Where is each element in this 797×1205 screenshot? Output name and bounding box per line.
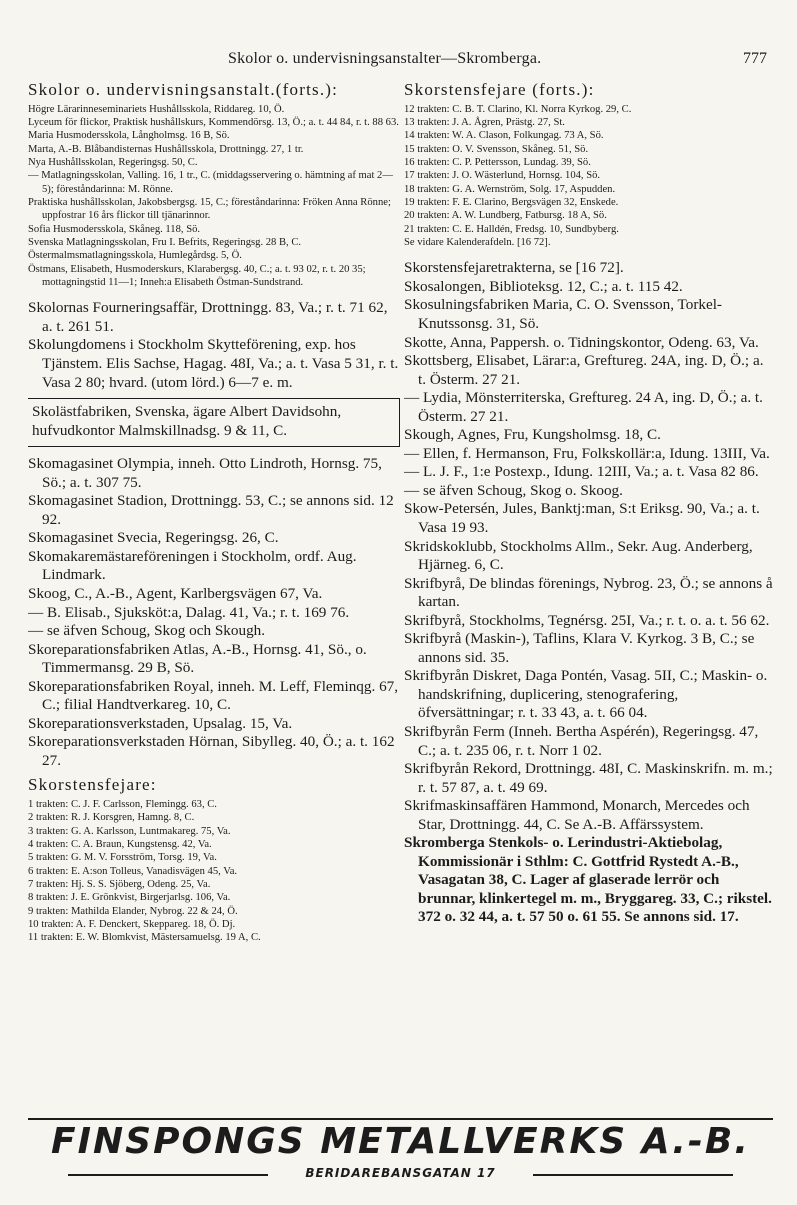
directory-entries-right [404, 259, 774, 927]
directory-entries-b [28, 455, 400, 770]
list-item: Skrifbyrå, Stockholms, Tegnérsg. 25I, Va.; r. t. o. a. t. 56 62. [404, 611, 770, 629]
list-item: — Matlagningsskolan, Valling. 16, 1 tr., C. (middagsservering o. hämtning af mat 2—5); föreståndarinna: M. Rönne. [28, 170, 393, 195]
list-item: 14 trakten: W. A. Clason, Folkungag. 73 A, Sö. [404, 130, 604, 142]
list-item: Maria Husmodersskola, Långholmsg. 16 B, Sö. [28, 130, 230, 142]
list-item: 9 trakten: Mathilda Elander, Nybrog. 22 & 24, Ö. [28, 905, 238, 917]
list-item: — Lydia, Mönsterriterska, Greftureg. 24 A, ing. D, Ö.; a. t. Österm. 27 21. [404, 389, 763, 425]
list-item: 3 trakten: G. A. Karlsson, Luntmakareg. 75, Va. [28, 825, 231, 837]
list-item: — se äfven Schoug, Skog o. Skoog. [404, 481, 623, 499]
list-item: Lyceum för flickor, Praktisk hushållskurs, Kommendörsg. 13, Ö.; a. t. 44 84, r. t. 88 63. [28, 116, 399, 128]
list-item: Skoreparationsverkstaden Hörnan, Sibylleg. 40, Ö.; a. t. 162 27. [28, 733, 395, 769]
list-item: Skotte, Anna, Pappersh. o. Tidningskontor, Odeng. 63, Va. [404, 333, 759, 351]
list-item: Marta, A.-B. Blåbandisternas Hushållsskola, Drottningg. 27, 1 tr. [28, 143, 304, 155]
list-item: 4 trakten: C. A. Braun, Kungstensg. 42, Va. [28, 839, 212, 851]
list-item: 1 trakten: C. J. F. Carlsson, Flemingg. 63, C. [28, 799, 217, 811]
list-item: Skolungdomens i Stockholm Skytteförening, exp. hos Tjänstem. Elis Sachse, Hagag. 48I, Va.; a. t. Vasa 5 31, r. t. Vasa 2 80; hvard. (utom lörd.) 6—7 e. m. [28, 336, 399, 391]
list-item: Högre Lärarinneseminariets Hushållsskola, Riddareg. 10, Ö. [28, 103, 285, 115]
advert-rule [28, 1118, 773, 1120]
list-item: Skrifbyrå (Maskin-), Taflins, Klara V. Kyrkog. 3 B, C.; se annons sid. 35. [404, 630, 755, 666]
list-item: 7 trakten: Hj. S. S. Sjöberg, Odeng. 25, Va. [28, 879, 211, 891]
company-advert-entry: Skromberga Stenkols- o. Lerindustri-Aktiebolag, Kommissionär i Sthlm: C. Gottfrid Rystedt A.-B., Vasagatan 38, C. Lager af glaserade lerrör och brunnar, klinkertegel m. m., Bryggareg. 33, C.; rikstel. 372 o. 32 44, a. t. 57 50 o. 61 55. Se annons sid. 17. [404, 834, 772, 926]
list-item: Skomagasinet Stadion, Drottningg. 53, C.; se annons sid. 12 92. [28, 492, 394, 528]
see-also-note: Se vidare Kalenderafdeln. [16 72]. [404, 236, 551, 248]
list-item: Skomagasinet Olympia, inneh. Otto Lindroth, Hornsg. 75, Sö.; a. t. 307 75. [28, 455, 382, 491]
advert-address [28, 1166, 773, 1180]
list-item: 5 trakten: G. M. V. Forsström, Torsg. 19, Va. [28, 852, 217, 864]
list-item: Skoog, C., A.-B., Agent, Karlbergsvägen 67, Va. [28, 585, 323, 603]
list-item: Skorstensfejaretrakterna, se [16 72]. [404, 259, 624, 277]
list-item: Skrifbyrån Diskret, Daga Pontén, Vasag. 5II, C.; Maskin- o. handskrifning, duplicering, stenografering, öfversättningar; r. t. 33 43, a. t. 66 04. [404, 667, 768, 722]
list-item: Östmans, Elisabeth, Husmoderskurs, Klarabergsg. 40, C.; a. t. 93 02, r. t. 20 35; mottagningstid 11—1; Inneh:a Elisabeth Östman-Sundstrand. [28, 263, 366, 289]
list-item: — B. Elisab., Sjuksköt:a, Dalag. 41, Va.; r. t. 169 76. [28, 603, 350, 621]
boxed-advert-text: Skolästfabriken, Svenska, ägare Albert Davidsohn, hufvudkontor Malmskillnadsg. 9 & 11, C. [32, 403, 342, 439]
list-item: Skomagasinet Svecia, Regeringsg. 26, C. [28, 529, 279, 547]
list-item: Östermalmsmatlagningsskola, Humlegårdsg. 5, Ö. [28, 250, 242, 262]
list-item: Skoreparationsfabriken Royal, inneh. M. Leff, Fleminqg. 67, C.; filial Handtverkareg. 10, C. [28, 677, 399, 714]
chimney-sweeps-heading: Skorstensfejare: [28, 775, 157, 795]
list-item: Skough, Agnes, Fru, Kungsholmsg. 18, C. [404, 426, 661, 444]
list-item: — L. J. F., 1:e Postexp., Idung. 12III, Va.; a. t. Vasa 82 86. [404, 463, 759, 481]
boxed-advert [28, 398, 400, 447]
left-column [28, 80, 400, 945]
section-heading-continued: Skorstensfejare (forts.): [404, 80, 595, 99]
list-item: 13 trakten: J. A. Ågren, Prästg. 27, St. [404, 116, 565, 128]
list-item: 18 trakten: G. A. Wernström, Solg. 17, Aspudden. [404, 183, 616, 195]
running-title: Skolor o. undervisningsanstalter—Skromberga. [228, 50, 542, 67]
section-heading: Skolor o. undervisningsanstalt.(forts.): [28, 80, 339, 99]
list-item: Skrifbyrån Ferm (Inneh. Bertha Aspérén), Regeringsg. 47, C.; a. t. 235 06, r. t. Norr 1 02. [404, 723, 759, 759]
list-item: Nya Hushållsskolan, Regeringsg. 50, C. [28, 156, 198, 168]
list-item: Skridskoklubb, Stockholms Allm., Sekr. Aug. Anderberg, Hjärneg. 6, C. [404, 537, 753, 574]
list-item: Skow-Petersén, Jules, Banktj:man, S:t Eriksg. 90, Va.; a. t. Vasa 19 93. [404, 500, 760, 536]
list-item: Skomakaremästareföreningen i Stockholm, ordf. Aug. Lindmark. [28, 547, 357, 584]
chimney-sweeps-list-continued [404, 103, 774, 250]
list-item: — Ellen, f. Hermanson, Fru, Folkskollär:a, Idung. 13III, Va. [404, 444, 770, 462]
advert-address-text: BERIDAREBANSGATAN 17 [297, 1166, 503, 1180]
list-item: 11 trakten: E. W. Blomkvist, Mästersamuelsg. 19 A, C. [28, 932, 261, 944]
footer-advert [28, 1118, 773, 1188]
list-item: 2 trakten: R. J. Korsgren, Hamng. 8, C. [28, 812, 195, 824]
list-item: 16 trakten: C. P. Pettersson, Lundag. 39, Sö. [404, 156, 591, 168]
list-item: 21 trakten: C. E. Halldén, Fredsg. 10, Sundbyberg. [404, 223, 619, 235]
list-item: 6 trakten: E. A:son Tolleus, Vanadisvägen 45, Va. [28, 865, 238, 877]
page-number: 777 [743, 50, 767, 67]
list-item: Skrifmaskinsaffären Hammond, Monarch, Mercedes och Star, Drottningg. 44, C. Se A.-B. Affärssystem. [404, 797, 750, 833]
directory-entries-a [28, 299, 400, 392]
household-school-list [28, 103, 400, 290]
list-item: Skottsberg, Elisabet, Lärar:a, Greftureg. 24A, ing. D, Ö.; a. t. Österm. 27 21. [404, 352, 764, 388]
right-column [404, 80, 774, 927]
list-item: Praktiska hushållsskolan, Jakobsbergsg. 15, C.; föreståndarinna: Fröken Anna Rönne; uppfostrar 16 års flickor till tjänarinnor. [28, 196, 391, 222]
list-item: Skosalongen, Biblioteksg. 12, C.; a. t. 115 42. [404, 277, 683, 295]
advert-company-name: FINSPONGS METALLVERKS A.-B. [51, 1121, 750, 1162]
list-item: Skosulningsfabriken Maria, C. O. Svensson, Torkel-Knutssonsg. 31, Sö. [404, 296, 722, 332]
list-item: 12 trakten: C. B. T. Clarino, Kl. Norra Kyrkog. 29, C. [404, 103, 632, 115]
list-item: Skolornas Fourneringsaffär, Drottningg. 83, Va.; r. t. 71 62, a. t. 261 51. [28, 299, 388, 335]
list-item: 15 trakten: O. V. Svensson, Skåneg. 51, Sö. [404, 143, 589, 155]
list-item: 19 trakten: F. E. Clarino, Bergsvägen 32, Enskede. [404, 196, 619, 208]
list-item: Skrifbyrån Rekord, Drottningg. 48I, C. Maskinskrifn. m. m.; r. t. 57 87, a. t. 49 69. [404, 760, 773, 796]
list-item: 20 trakten: A. W. Lundberg, Fatbursg. 18 A, Sö. [404, 210, 607, 222]
list-item: — se äfven Schoug, Skog och Skough. [28, 622, 266, 640]
list-item: Svenska Matlagningsskolan, Fru I. Befrits, Regeringsg. 28 B, C. [28, 236, 302, 248]
list-item: Sofia Husmodersskola, Skåneg. 118, Sö. [28, 223, 201, 235]
list-item: 10 trakten: A. F. Denckert, Skeppareg. 18, Ö. Dj. [28, 919, 236, 931]
running-head [0, 50, 797, 74]
chimney-sweeps-list [28, 798, 400, 945]
list-item: 8 trakten: J. E. Grönkvist, Birgerjarlsg. 106, Va. [28, 892, 231, 904]
list-item: 17 trakten: J. O. Wästerlund, Hornsg. 104, Sö. [404, 170, 601, 182]
list-item: Skoreparationsverkstaden, Upsalag. 15, Va. [28, 714, 293, 732]
list-item: Skrifbyrå, De blindas förenings, Nybrog. 23, Ö.; se annons å kartan. [404, 574, 773, 611]
list-item: Skoreparationsfabriken Atlas, A.-B., Hornsg. 41, Sö., o. Timmermansg. 29 B, Sö. [28, 640, 367, 677]
